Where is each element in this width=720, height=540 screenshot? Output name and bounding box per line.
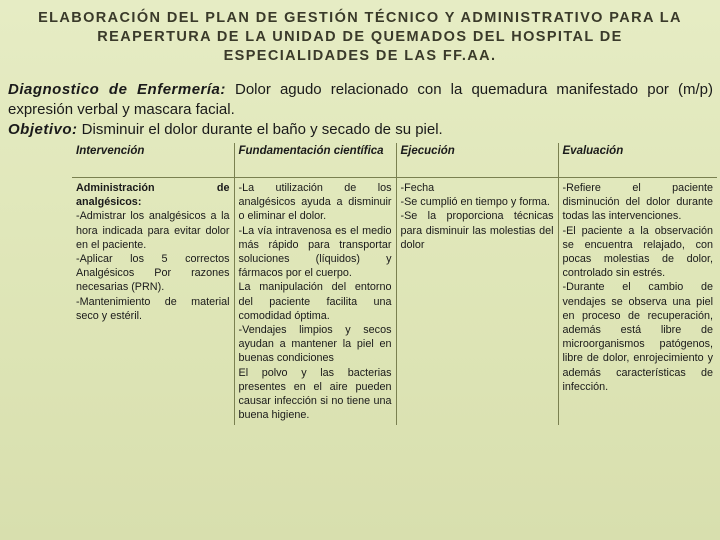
- objetivo-text: Disminuir el dolor durante el baño y secado de su piel.: [77, 121, 443, 138]
- fundamentacion-line: El polvo y las bacterias presentes en el aire pueden causar infección si no tiene una buena higiene.: [238, 366, 392, 422]
- document-title: [0, 9, 720, 66]
- evaluacion-line: -Durante el cambio de vendajes se observa una piel en proceso de recuperación, además está libre de microorganismos patógenos, libre de dolor, enrojecimiento y además características de infección.: [562, 281, 713, 393]
- fundamentacion-line: -La utilización de los analgésicos ayuda a disminuir o eliminar el dolor.: [238, 182, 392, 223]
- cell-fundamentacion: [234, 178, 396, 426]
- fundamentacion-line: -Vendajes limpios y secos ayudan a mantener la piel en buenas condiciones: [238, 324, 392, 365]
- evaluacion-line: -Refiere el paciente disminución del dolor durante todas las intervenciones.: [562, 182, 713, 223]
- diagnostico-paragraph: [8, 80, 713, 120]
- diagnostico-text: Dolor agudo relacionado con la quemadura manifestado por (m/p) expresión verbal y mascara facial.: [8, 81, 713, 118]
- evaluacion-line: -El paciente a la observación se encuentra relajado, con pocas molestias de dolor, controlado sin estrés.: [562, 224, 713, 280]
- intro-section: [8, 80, 713, 140]
- intervencion-line: -Admistrar los analgésicos a la hora indicada para evitar dolor en el paciente.: [76, 210, 230, 251]
- ejecucion-line: -Se la proporciona técnicas para disminuir las molestias del dolor: [400, 210, 554, 251]
- header-ejecucion: Ejecución: [396, 143, 558, 178]
- diagnostico-label: Diagnostico de Enfermería:: [8, 81, 226, 98]
- fundamentacion-line: -La vía intravenosa es el medio más rápido para transportar soluciones (líquidos) y fármacos por el cuerpo.: [238, 224, 392, 280]
- cell-intervencion: [72, 178, 234, 426]
- cell-ejecucion: [396, 178, 558, 426]
- header-evaluacion: Evaluación: [558, 143, 717, 178]
- intervencion-heading: Administración de analgésicos:: [76, 182, 230, 209]
- table-row: [72, 178, 717, 426]
- fundamentacion-line: La manipulación del entorno del paciente facilita una comodidad óptima.: [238, 281, 392, 322]
- header-intervencion: Intervención: [72, 143, 234, 178]
- ejecucion-line: -Se cumplió en tiempo y forma.: [400, 196, 550, 209]
- table-header-row: [72, 143, 717, 178]
- ejecucion-line: -Fecha: [400, 182, 435, 194]
- title-line-3: ESPECIALIDADES DE LAS FF.AA.: [223, 48, 497, 64]
- cell-evaluacion: [558, 178, 717, 426]
- care-plan-table: [72, 143, 717, 425]
- objetivo-label: Objetivo:: [8, 121, 78, 138]
- intervencion-line: -Aplicar los 5 correctos Analgésicos Por razones necesarias (PRN).: [76, 253, 230, 294]
- objetivo-paragraph: [8, 120, 713, 140]
- title-line-1: ELABORACIÓN DEL PLAN DE GESTIÓN TÉCNICO Y ADMINISTRATIVO PARA LA: [38, 10, 682, 26]
- intervencion-line: -Mantenimiento de material seco y estéril.: [76, 295, 230, 322]
- title-line-2: REAPERTURA DE LA UNIDAD DE QUEMADOS DEL HOSPITAL DE: [97, 29, 623, 45]
- header-fundamentacion: Fundamentación científica: [234, 143, 396, 178]
